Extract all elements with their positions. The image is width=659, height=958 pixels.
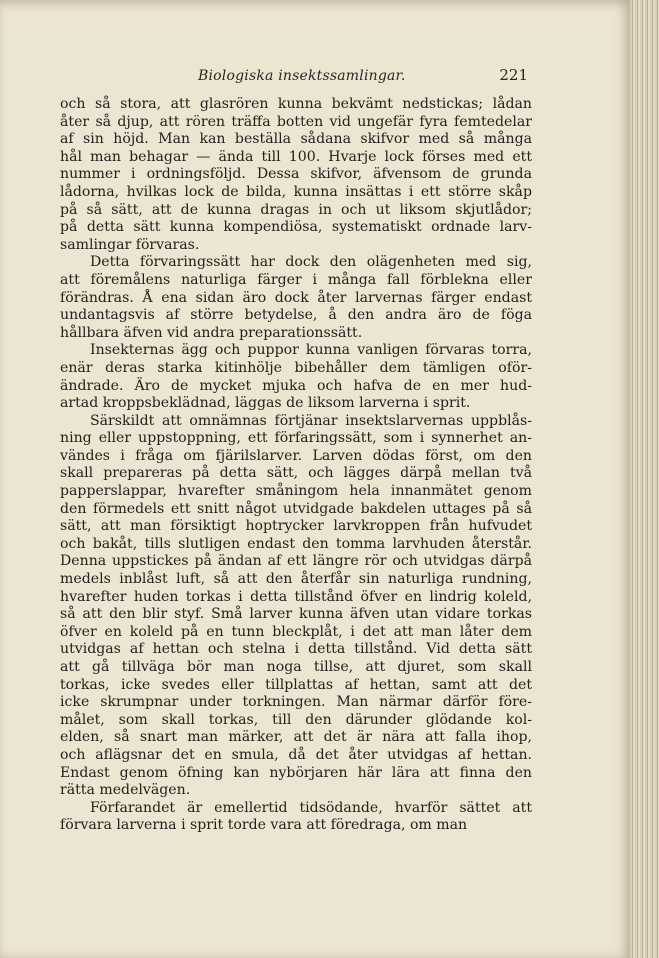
text-line: samlingar förvaras. (60, 236, 200, 253)
text-line: af sin höjd. Man kan beställa sådana skifvor med så många (60, 131, 532, 148)
text-line: utvidgas af hettan och stelna i detta tillstånd. Vid detta sätt (60, 641, 532, 658)
paragraph (60, 413, 532, 800)
text-line: ning eller uppstoppning, ett förfaringssätt, som i synnerhet an- (60, 430, 532, 447)
text-line: Denna uppstickes på ändan af ett längre rör och utvidgas därpå (60, 553, 532, 570)
text-line: förvara larverna i sprit torde vara att föredraga, om man (60, 817, 468, 834)
paragraph (60, 96, 532, 254)
text-line: ändrade. Äro de mycket mjuka och hafva de en mer hud- (60, 377, 532, 394)
text-line: Endast genom öfning kan nybörjaren här lära att finna den (60, 764, 532, 781)
text-line: öfver en koleld på en tunn bleckplåt, i det att man låter dem (60, 623, 532, 640)
text-line: på så sätt, att de kunna dragas in och ut liksom skjutlådor; (60, 201, 532, 218)
text-line: papperslappar, hvarefter småningom hela innanmätet genom (60, 483, 532, 500)
text-line: torkas, icke svedes eller tillplattas af hettan, samt att det (60, 676, 532, 693)
text-line: skall prepareras på detta sätt, och lägges därpå mellan två (60, 465, 532, 482)
paragraph (60, 342, 532, 412)
text-line: att föremålens naturliga färger i många fall förblekna eller (60, 271, 532, 288)
text-line: sätt, att man försiktigt hoptrycker larvkroppen från hufvudet (60, 518, 532, 535)
text-line: Insekternas ägg och puppor kunna vanligen förvaras torra, (90, 342, 532, 359)
page-edge (630, 0, 659, 958)
text-line: medels inblåst luft, så att den återfår sin naturliga rundning, (60, 571, 532, 588)
paragraph (60, 800, 532, 835)
text-line: på detta sätt kunna kompendiösa, systematiskt ordnade larv- (60, 219, 532, 236)
text-line: och så stora, att glasrören kunna bekvämt nedstickas; lådan (60, 96, 532, 112)
text-line: nummer i ordningsföljd. Dessa skifvor, äfvensom de grunda (60, 166, 532, 183)
text-line: och aflägsnar det en smula, då det åter utvidgas af hettan. (60, 746, 532, 763)
text-line: vändes i fråga om fjärilslarver. Larven dödas först, om den (60, 447, 532, 464)
text-line: Särskildt att omnämnas förtjänar insektslarvernas uppblås- (90, 412, 532, 429)
body-text (60, 96, 532, 835)
running-title: Biologiska insektssamlingar. (198, 68, 406, 84)
text-line: undantagsvis af större betydelse, å den andra äro de föga (60, 307, 532, 324)
paragraph (60, 254, 532, 342)
page-number: 221 (499, 66, 528, 84)
text-line: målet, som skall torkas, till den därunder glödande kol- (60, 711, 532, 728)
text-line: artad kroppsbeklädnad, läggas de liksom larverna i sprit. (60, 395, 471, 412)
text-line: rätta medelvägen. (60, 782, 191, 799)
text-line: att gå tillväga bör man noga tillse, att djuret, som skall (60, 659, 532, 675)
page-header (88, 66, 528, 90)
text-line: hållbara äfven vid andra preparationssätt. (60, 324, 363, 341)
text-line: förändras. Å ena sidan äro dock åter larvernas färger endast (60, 289, 532, 306)
text-line: så att den blir styf. Små larver kunna äfven utan vidare torkas (60, 606, 532, 623)
text-line: och bakåt, tills slutligen endast den tomma larvhuden återstår. (60, 535, 532, 552)
text-line: Förfarandet är emellertid tidsödande, hvarför sättet att (90, 799, 532, 816)
text-line: hål man behagar — ända till 100. Hvarje lock förses med ett (60, 148, 532, 165)
text-line: Detta förvaringssätt har dock den olägenheten med sig, (90, 254, 532, 271)
text-line: enär deras starka kitinhölje bibehåller dem tämligen oför- (60, 359, 532, 376)
text-line: icke skrumpnar under torkningen. Man närmar därför före- (60, 694, 532, 711)
text-line: åter så djup, att rören träffa botten vid ungefär fyra femtedelar (60, 113, 532, 130)
text-line: den förmedels ett snitt något utvidgade bakdelen uttages på så (60, 500, 532, 517)
text-line: hvarefter huden torkas i detta tillstånd öfver en lindrig koleld, (60, 588, 532, 605)
text-line: lådorna, hvilkas lock de bilda, kunna insättas i ett större skåp (60, 183, 532, 200)
text-line: elden, så snart man märker, att det är nära att falla ihop, (60, 729, 532, 746)
